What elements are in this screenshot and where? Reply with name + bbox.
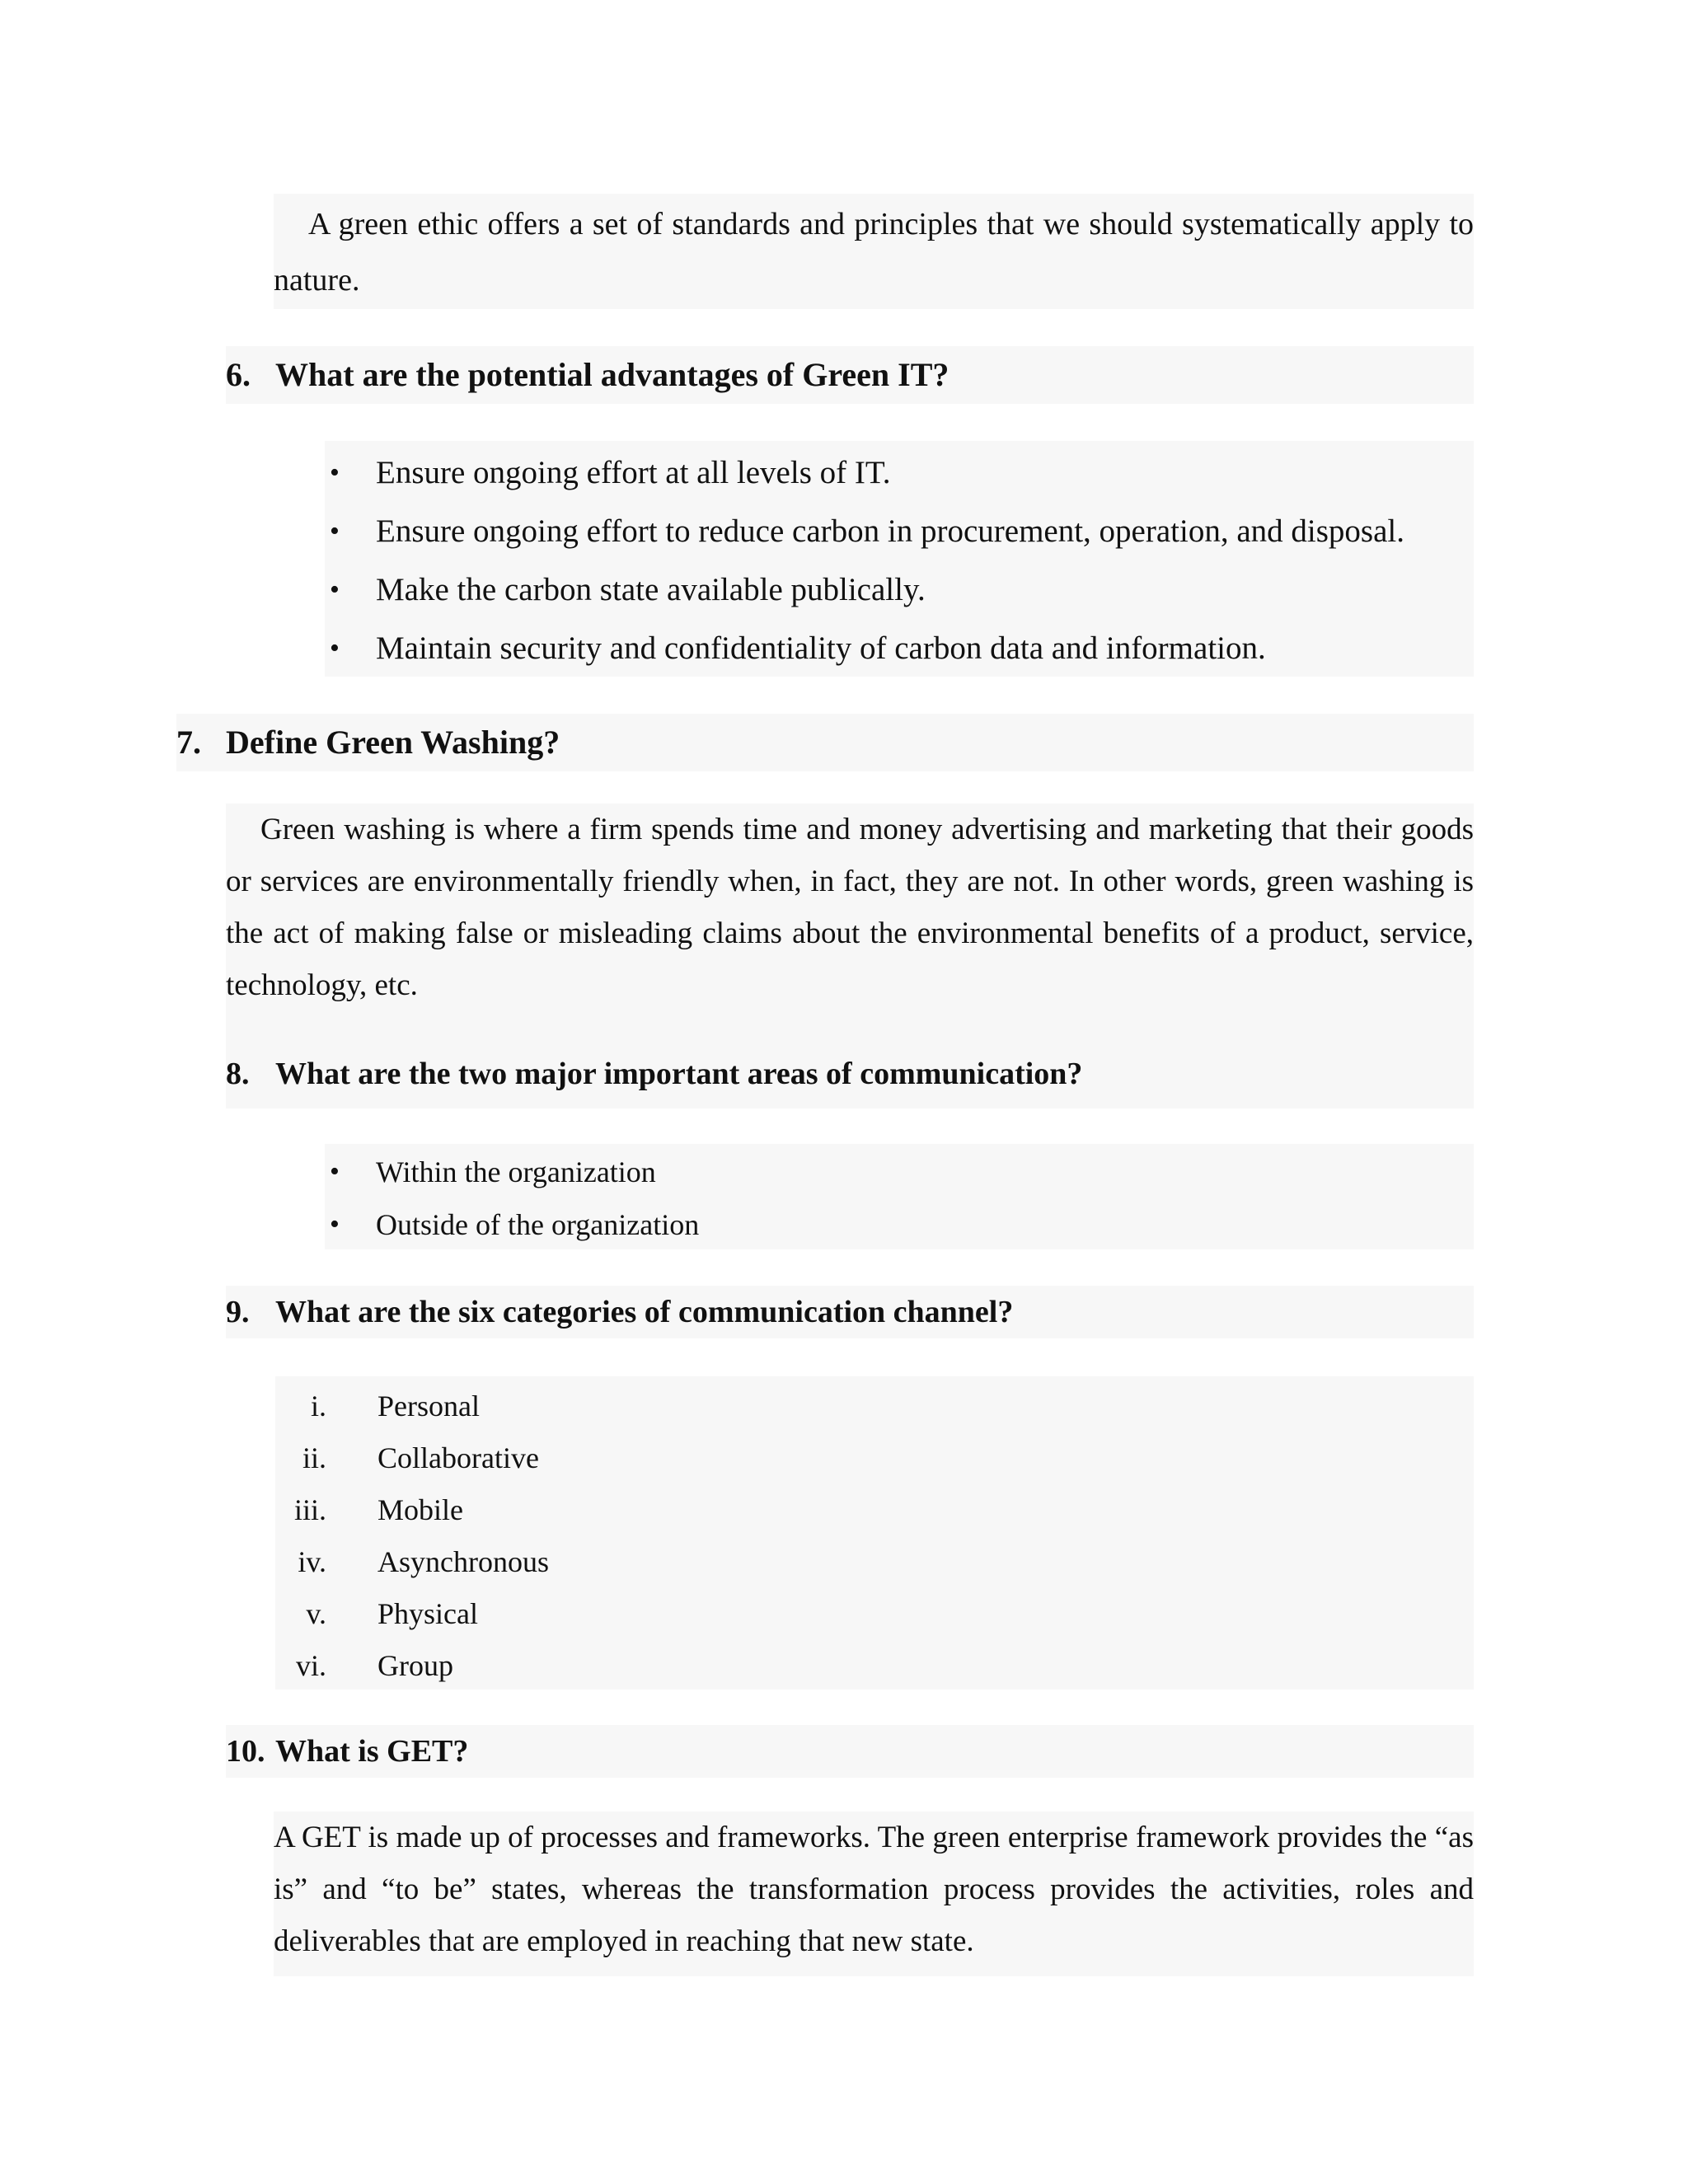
bullet-icon: •	[330, 1156, 340, 1187]
q7-heading	[176, 714, 1474, 771]
q9-question: What are the six categories of communication channel?	[275, 1295, 1014, 1329]
list-item	[275, 1535, 1474, 1587]
list-item	[275, 1639, 1474, 1691]
bullet-icon: •	[330, 515, 340, 546]
list-item	[325, 1146, 1474, 1198]
q8-heading	[226, 1040, 1474, 1108]
list-item	[275, 1483, 1474, 1535]
q6-heading	[226, 346, 1474, 404]
list-item-text: Physical	[377, 1596, 478, 1630]
bullet-icon: •	[330, 1209, 340, 1240]
q9-heading	[226, 1286, 1474, 1338]
list-item	[325, 443, 1474, 502]
list-item	[325, 1198, 1474, 1251]
q10-number: 10.	[226, 1734, 265, 1769]
list-item-text: Outside of the organization	[376, 1208, 700, 1241]
q6-number: 6.	[226, 356, 251, 393]
list-item-text: Ensure ongoing effort at all levels of IT.	[376, 455, 891, 490]
q7-number: 7.	[176, 724, 201, 761]
list-item	[275, 1587, 1474, 1639]
list-item	[325, 502, 1474, 560]
q6-question: What are the potential advantages of Green IT?	[275, 356, 950, 393]
list-item-text: Within the organization	[376, 1155, 656, 1188]
intro-paragraph: A green ethic offers a set of standards and principles that we should systematically apply to nature.	[274, 207, 1474, 298]
list-item-text: Asynchronous	[377, 1544, 549, 1578]
list-numeral: i.	[310, 1389, 326, 1422]
q7-answer: Green washing is where a firm spends time and money advertising and marketing that their goods or services are environmentally friendly when, in fact, they are not. In other words, green washing is the act of making false or misleading claims about the environmental benefits of a product, service, technology, etc.	[226, 813, 1474, 1002]
list-numeral: iv.	[298, 1544, 326, 1578]
list-item-text: Collaborative	[377, 1441, 539, 1474]
list-item-text: Maintain security and confidentiality of carbon data and information.	[376, 630, 1266, 666]
list-item-text: Make the carbon state available publically.	[376, 572, 926, 607]
intro-block	[274, 194, 1474, 309]
list-item-text: Group	[377, 1648, 453, 1682]
list-numeral: v.	[306, 1596, 326, 1630]
q10-heading	[226, 1725, 1474, 1778]
q8-bullet-list	[325, 1144, 1474, 1249]
q10-answer: A GET is made up of processes and frameworks. The green enterprise framework provides the “as is” and “to be” states, whereas the transformation process provides the activities, roles and deliverables that are employed in reaching that new state.	[274, 1821, 1474, 1958]
q9-numbered-list	[275, 1376, 1474, 1690]
list-numeral: ii.	[302, 1441, 326, 1474]
list-item-text: Personal	[377, 1389, 480, 1422]
list-item-text: Ensure ongoing effort to reduce carbon in procurement, operation, and disposal.	[376, 513, 1404, 549]
bullet-icon: •	[330, 574, 340, 605]
q8-question: What are the two major important areas of communication?	[275, 1057, 1083, 1091]
q6-bullet-list	[325, 441, 1474, 677]
list-numeral: vi.	[295, 1648, 326, 1682]
bullet-icon: •	[330, 632, 340, 663]
list-item-text: Mobile	[377, 1493, 463, 1526]
list-item	[275, 1432, 1474, 1483]
list-item	[325, 619, 1474, 677]
list-item	[325, 560, 1474, 619]
q8-number: 8.	[226, 1057, 250, 1091]
q9-number: 9.	[226, 1295, 250, 1329]
list-item	[275, 1380, 1474, 1432]
bullet-icon: •	[330, 457, 340, 488]
q10-answer-block	[274, 1811, 1474, 1976]
q10-question: What is GET?	[275, 1734, 469, 1769]
list-numeral: iii.	[293, 1493, 326, 1526]
q7-question: Define Green Washing?	[226, 724, 560, 761]
